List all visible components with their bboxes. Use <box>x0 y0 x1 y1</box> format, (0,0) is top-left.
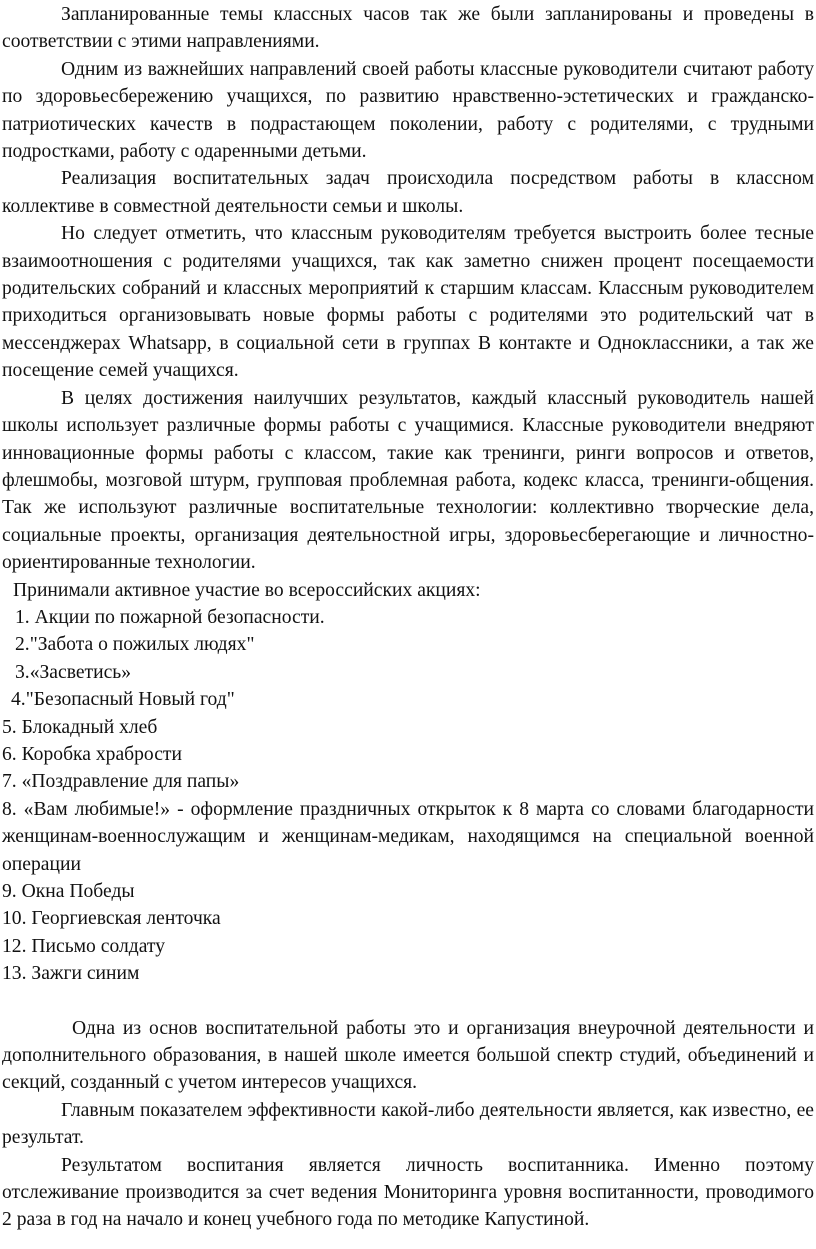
list-item: 8. «Вам любимые!» - оформление праздничных открыток к 8 марта со словами благодарности женщинам-военнослужащим и женщинам-медикам, находящимся на специальной военной операции <box>2 798 814 875</box>
paragraph-monitoring: Результатом воспитания является личность воспитанника. Именно поэтому отслеживание производится за счет ведения Мониторинга уровня воспитанности, проводимого 2 раза в год на начало и конец учебного года по методике Капустиной. <box>2 1154 814 1231</box>
list-item: 10. Георгиевская ленточка <box>2 908 221 930</box>
list-item: 5. Блокадный хлеб <box>2 716 158 738</box>
blank-line <box>2 988 814 1015</box>
list-item: 2."Забота о пожилых людях" <box>15 634 255 656</box>
list-item: 9. Окна Победы <box>2 881 135 902</box>
paragraph-class-hours: Запланированные темы классных часов так же были запланированы и проведены в соответствии с этими направлениями. <box>2 4 814 53</box>
paragraph-result: Главным показателем эффективности какой-либо деятельности является, как известно, ее результат. <box>2 1099 814 1149</box>
list-item: 3.«Засветись» <box>15 661 132 683</box>
actions-intro: Принимали активное участие во всероссийских акциях: <box>13 579 481 601</box>
paragraph-implementation: Реализация воспитательных задач происходила посредством работы в классном коллективе в совместной деятельности семьи и школы. <box>2 168 814 217</box>
list-item: 13. Зажги синим <box>2 963 140 985</box>
list-item: 1. Акции по пожарной безопасности. <box>15 606 325 628</box>
list-item: 6. Коробка храбрости <box>2 743 182 765</box>
list-item: 12. Письмо солдату <box>2 935 166 957</box>
list-item: 7. «Поздравление для папы» <box>2 771 240 793</box>
list-item: 4."Безопасный Новый год" <box>11 689 235 711</box>
paragraph-directions: Одним из важнейших направлений своей работы классные руководители считают работу по здоровьесбережению учащихся, по развитию нравственно-эстетических и гражданско-патриотических качеств в подрастающем поколении, работу с родителями, с трудными подростками, работу с одаренными детьми. <box>2 58 814 163</box>
document-page <box>0 1 816 1249</box>
paragraph-extracurricular: Одна из основ воспитательной работы это и организация внеурочной деятельности и дополнительного образования, в нашей школе имеется большой спектр студий, объединений и секций, созданный с учетом интересов учащихся. <box>2 1017 814 1094</box>
paragraph-parents: Но следует отметить, что классным руководителям требуется выстроить более тесные взаимоотношения с родителями учащихся, так как заметно снижен процент посещаемости родительских собраний и классных мероприятий к старшим классам. Классным руководителем приходиться организовывать новые формы работы с родителями это родительский чат в мессенджерах Whatsapp, в социальной сети в группах В контакте и Одноклассники, а так же посещение семей учащихся. <box>2 223 814 382</box>
paragraph-forms-of-work: В целях достижения наилучших результатов, каждый классный руководитель нашей школы использует различные формы работы с учащимися. Классные руководители внедряют инновационные формы работы с классом, такие как тренинги, ринги вопросов и ответов, флешмобы, мозговой штурм, групповая проблемная работа, кодекс класса, тренинги-общения. Так же используют различные воспитательные технологии: коллективно творческие дела, социальные проекты, организация деятельностной игры, здоровьесберегающие и личностно-ориентированные технологии. <box>2 387 814 574</box>
